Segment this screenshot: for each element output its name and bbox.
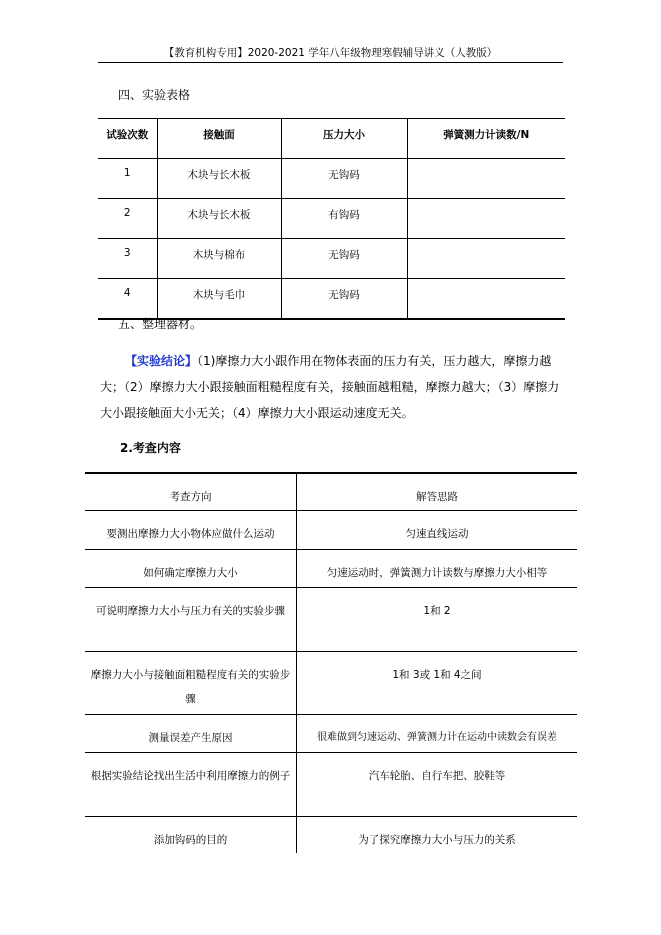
cell: 匀速直线运动: [297, 511, 578, 550]
cell: 要测出摩擦力大小物体应做什么运动: [85, 511, 297, 550]
table-row: [98, 239, 565, 279]
conclusion-paragraph: [100, 348, 565, 426]
table-row: [98, 159, 565, 199]
cell: 添加钩码的目的: [85, 817, 297, 854]
cell: 汽车轮胎、自行车把、胶鞋等: [297, 753, 578, 817]
table-row: [85, 588, 577, 652]
cell: [407, 199, 565, 239]
section-5-title: 五、整理器材。: [118, 317, 203, 331]
section-4-title: 四、实验表格: [118, 88, 191, 102]
cell: 如何确定摩擦力大小: [85, 550, 297, 588]
table-row: [98, 279, 565, 320]
cell: 无钩码: [281, 279, 407, 320]
header-cell: 试验次数: [106, 129, 149, 141]
cell: 1: [98, 159, 157, 199]
cell: 2: [98, 199, 157, 239]
section-2-title: 2.考查内容: [120, 441, 181, 455]
table-row: [85, 652, 577, 715]
table-row: [85, 550, 577, 588]
table-header-row: [98, 119, 565, 159]
cell: 根据实验结论找出生活中利用摩擦力的例子: [85, 753, 297, 817]
exam-content-table: [85, 472, 577, 853]
cell: 有钩码: [281, 199, 407, 239]
cell: [407, 279, 565, 320]
experiment-table: [98, 118, 565, 320]
header-cell: 解答思路: [416, 491, 458, 503]
cell: 为了探究摩擦力大小与压力的关系: [297, 817, 578, 854]
header-cell: 考查方向: [85, 473, 297, 511]
cell: 3: [98, 239, 157, 279]
cell: [407, 159, 565, 199]
header-divider: [98, 62, 563, 63]
cell: 木块与长木板: [157, 159, 281, 199]
conclusion-text: （1)摩擦力大小跟作用在物体表面的压力有关，压力越大，摩擦力越大；（2）摩擦力大小跟接触面粗糙程度有关，接触面越粗糙，摩擦力越大；（3）摩擦力大小跟接触面大小无关；（4）摩擦力大小跟运动速度无关。: [100, 354, 560, 420]
cell: 测量误差产生原因: [85, 715, 297, 753]
table-row: [98, 199, 565, 239]
table-row: [85, 511, 577, 550]
cell: 木块与棉布: [157, 239, 281, 279]
cell: 无钩码: [281, 159, 407, 199]
cell: 木块与长木板: [157, 199, 281, 239]
cell: 摩擦力大小与接触面粗糙程度有关的实验步骤: [85, 652, 297, 715]
table-row: [85, 715, 577, 753]
header-cell: 接触面: [157, 119, 281, 159]
table-row: [85, 753, 577, 817]
cell: [407, 239, 565, 279]
cell: 木块与毛巾: [157, 279, 281, 320]
header-cell: 压力大小: [281, 119, 407, 159]
cell: 匀速运动时，弹簧测力计读数与摩擦力大小相等: [297, 550, 578, 588]
table-header-row: [85, 473, 577, 511]
cell: 4: [98, 279, 157, 320]
table-row: [85, 817, 577, 854]
header-cell: 弹簧测力计读数/N: [407, 119, 565, 159]
cell: 很难做到匀速运动、弹簧测力计在运动中读数会有误差: [297, 715, 578, 753]
conclusion-label: 【实验结论】: [125, 354, 198, 368]
cell: 无钩码: [281, 239, 407, 279]
cell: 1和 2: [297, 588, 578, 652]
cell: 1和 3或 1和 4之间: [297, 652, 578, 715]
cell: 可说明摩擦力大小与压力有关的实验步骤: [85, 588, 297, 652]
page-header: 【教育机构专用】2020-2021 学年八年级物理寒假辅导讲义（人教版）: [163, 47, 498, 59]
